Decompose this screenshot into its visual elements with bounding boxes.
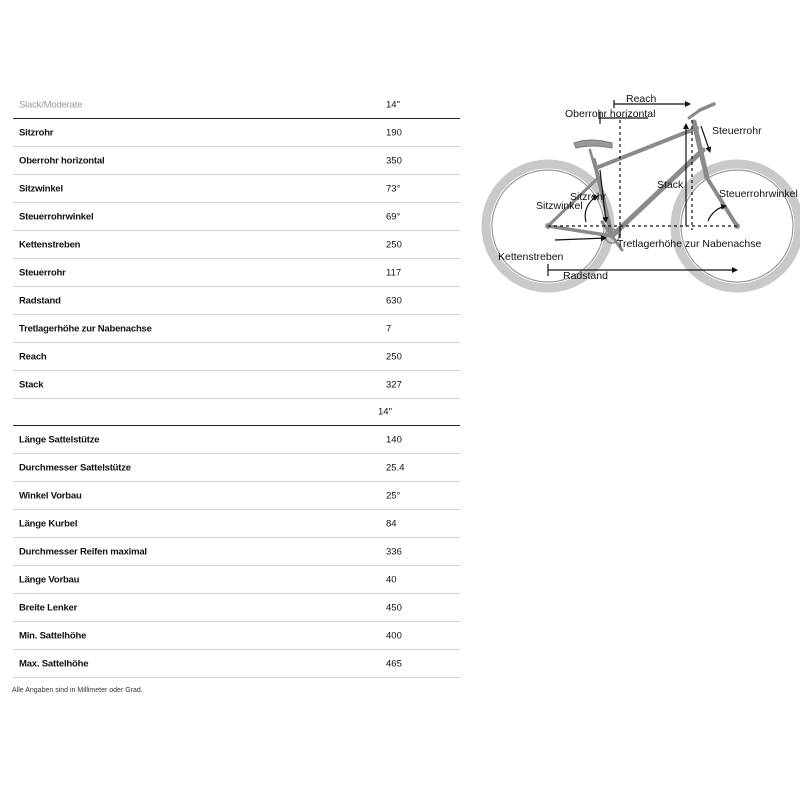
table-row [13,119,460,147]
table-row [13,650,460,678]
row-label: Max. Sattelhöhe [19,658,89,669]
geometry-header-label: Slack/Moderate [19,99,83,111]
row-value: 117 [386,267,402,278]
label-stack: Stack [657,179,684,191]
table-row [13,454,460,482]
components-header-size: 14" [378,406,392,418]
row-value: 190 [386,127,402,138]
table-row [13,371,460,399]
geometry-header-size: 14" [386,99,400,111]
row-label: Durchmesser Reifen maximal [19,546,147,557]
bike-frame [548,104,737,250]
row-value: 69° [386,211,401,222]
row-value: 25° [386,490,401,501]
label-sitzrohr: Sitzrohr [570,191,607,203]
row-value: 465 [386,658,402,669]
table-row [13,510,460,538]
label-radstand: Radstand [563,270,608,282]
row-label: Länge Kurbel [19,518,78,529]
table-row [13,538,460,566]
row-value: 250 [386,351,402,362]
geometry-table [13,92,460,399]
row-value: 7 [386,323,392,334]
row-value: 40 [386,574,397,585]
label-reach: Reach [626,93,657,105]
row-label: Kettenstreben [19,239,81,250]
table-row [13,622,460,650]
components-table-header [13,399,460,426]
table-row [13,175,460,203]
label-tretlagerhoehe: Tretlagerhöhe zur Nabenachse [617,238,762,250]
table-row [13,315,460,343]
row-label: Radstand [19,295,61,306]
row-label: Breite Lenker [19,602,78,613]
table-row [13,594,460,622]
row-label: Min. Sattelhöhe [19,630,87,641]
table-row [13,147,460,175]
row-value: 25.4 [386,462,405,473]
row-label: Winkel Vorbau [19,490,82,501]
row-label: Stack [19,379,44,390]
row-label: Sitzrohr [19,127,54,138]
label-kettenstreben: Kettenstreben [498,251,564,263]
table-row [13,566,460,594]
row-value: 327 [386,379,402,390]
table-row [13,287,460,315]
bike-geometry-diagram [470,85,800,300]
table-row [13,482,460,510]
row-value: 140 [386,434,402,445]
label-steuerrohr: Steuerrohr [712,125,762,137]
row-value: 84 [386,518,397,529]
table-row [13,231,460,259]
label-oberrohr-horizontal: Oberrohr horizontal [565,108,656,120]
label-steuerrohrwinkel: Steuerrohrwinkel [719,188,798,200]
row-label: Steuerrohr [19,267,66,278]
table-row [13,203,460,231]
row-value: 73° [386,183,401,194]
table-row [13,426,460,454]
row-value: 250 [386,239,402,250]
row-label: Länge Vorbau [19,574,80,585]
table-row [13,259,460,287]
row-label: Oberrohr horizontal [19,155,105,166]
row-label: Steuerrohrwinkel [19,211,94,222]
geometry-table-header [13,92,460,119]
row-value: 450 [386,602,402,613]
row-value: 630 [386,295,402,306]
row-label: Durchmesser Sattelstütze [19,462,131,473]
components-table [13,399,460,678]
table-row [13,343,460,371]
row-value: 336 [386,546,402,557]
row-label: Tretlagerhöhe zur Nabenachse [19,323,152,334]
row-label: Reach [19,351,47,362]
label-sitzwinkel: Sitzwinkel [536,200,583,212]
row-value: 350 [386,155,402,166]
row-value: 400 [386,630,402,641]
footnote: Alle Angaben sind in Millimeter oder Grad. [12,687,143,694]
row-label: Länge Sattelstütze [19,434,100,445]
row-label: Sitzwinkel [19,183,63,194]
